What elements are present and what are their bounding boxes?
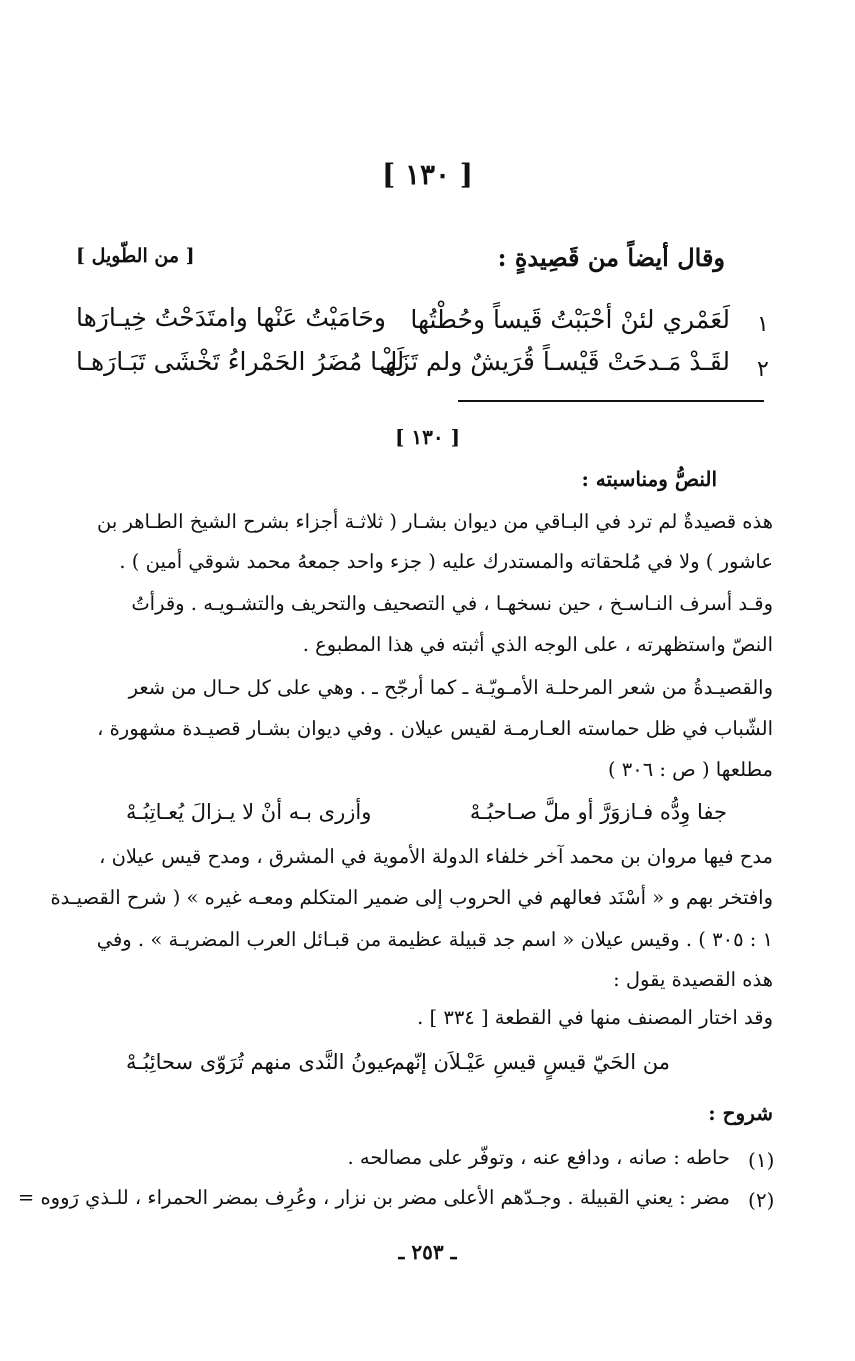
verse-number: ٢ — [757, 357, 769, 382]
footnote-number: (١) — [748, 1148, 775, 1172]
commentary-line: وافتخر بهم و « أسْنَد فعالهم في الحروب إلى ضمير المتكلم ومعـه غيره » ( شرح القصيـدة — [50, 886, 773, 909]
quoted-verse-sadr: جفا وِدُّه فـازوَرَّ أو ملَّ صـاحبُـهْ — [469, 800, 727, 824]
commentary-line: هذه القصيدة يقول : — [613, 968, 773, 991]
commentary-line: مطلعها ( ص : ٣٠٦ ) — [607, 758, 773, 781]
footnote-text: حاطه : صانه ، ودافع عنه ، وتوفّر على مصالحه . — [347, 1146, 730, 1169]
commentary-line: الشّباب في ظل حماسته العـارمـة لقيس عيلان . وفي ديوان بشـار قصيـدة مشهورة ، — [97, 717, 773, 740]
footnote-text: مضر : يعني القبيلة . وجـدّهم الأعلى مضر بن نزار ، وعُرِف بمضر الحمراء ، للـذي رَووه = — [17, 1186, 730, 1209]
footnote-number: (٢) — [748, 1188, 775, 1212]
verse-ajuz: لَهـا مُضَرُ الحَمْراءُ تَخْشَى تَبَـارَهـا — [76, 347, 405, 376]
quoted-verse-ajuz: عيونُ النَّدى منهم تُرَوّى سحائِبُـهْ — [126, 1050, 397, 1074]
verse-sadr: لقَـدْ مَـدحَتْ قَيْسـاً قُرَيشٌ ولم تَزَلْ — [379, 347, 730, 376]
commentary-line: هذه قصيدةٌ لم ترد في البـاقي من ديوان بشـار ( ثلاثـة أجزاء بشرح الشيخ الطـاهر بن — [96, 510, 773, 533]
verse-sadr: لَعَمْري لئنْ أحْبَبْتُ قَيساً وحُطْتُها — [410, 305, 730, 334]
verse-divider — [458, 400, 764, 402]
quoted-verse-sadr: من الحَيّ قيسٍ قيسِ عَيْـلاَن إنّهم — [391, 1050, 670, 1074]
notes-heading: شروح : — [708, 1101, 773, 1125]
commentary-line: وقـد أسرف النـاسـخ ، حين نسخهـا ، في التصحيف والتحريف والتشـويـه . وقرأتُ — [131, 592, 773, 615]
commentary-line: والقصيـدةُ من شعر المرحلـة الأمـويّـة ـ كما أرجّح ـ . وهي على كل حـال من شعر — [128, 676, 773, 699]
commentary-heading: النصُّ ومناسبته : — [581, 467, 717, 491]
commentary-line: ١ : ٣٠٥ ) . وقيس عيلان « اسم جد قبيلة عظيمة من قبـائل العرب المضريـة » . وفي — [96, 928, 773, 951]
poem-number-top: [ ١٣٠ ] — [381, 158, 474, 191]
verse-number: ١ — [757, 312, 769, 337]
commentary-line: عاشور ) ولا في مُلحقاته والمستدرك عليه ( جزء واحد جمعهُ محمد شوقي أمين ) . — [119, 550, 773, 573]
commentary-line: النصّ واستظهرته ، على الوجه الذي أثبته في هذا المطبوع . — [302, 633, 773, 656]
poem-number-mid: [ ١٣٠ ] — [394, 425, 461, 449]
quoted-verse-ajuz: وأزرى بـه أنْ لا يـزالَ يُعـاتِبُـهْ — [126, 800, 372, 824]
verse-ajuz: وحَامَيْتُ عَنْها وامتَدَحْتُ خِيـارَها — [76, 303, 386, 332]
poem-meter: [ من الطّويل ] — [76, 245, 195, 267]
poem-intro: وقال أيضاً من قَصِيدةٍ : — [497, 243, 725, 272]
commentary-line: وقد اختار المصنف منها في القطعة [ ٣٣٤ ] . — [417, 1006, 773, 1029]
commentary-line: مدح فيها مروان بن محمد آخر خلفاء الدولة الأموية في المشرق ، ومدح قيس عيلان ، — [99, 845, 773, 868]
page-number: ـ ٢٥٣ ـ — [398, 1240, 457, 1264]
